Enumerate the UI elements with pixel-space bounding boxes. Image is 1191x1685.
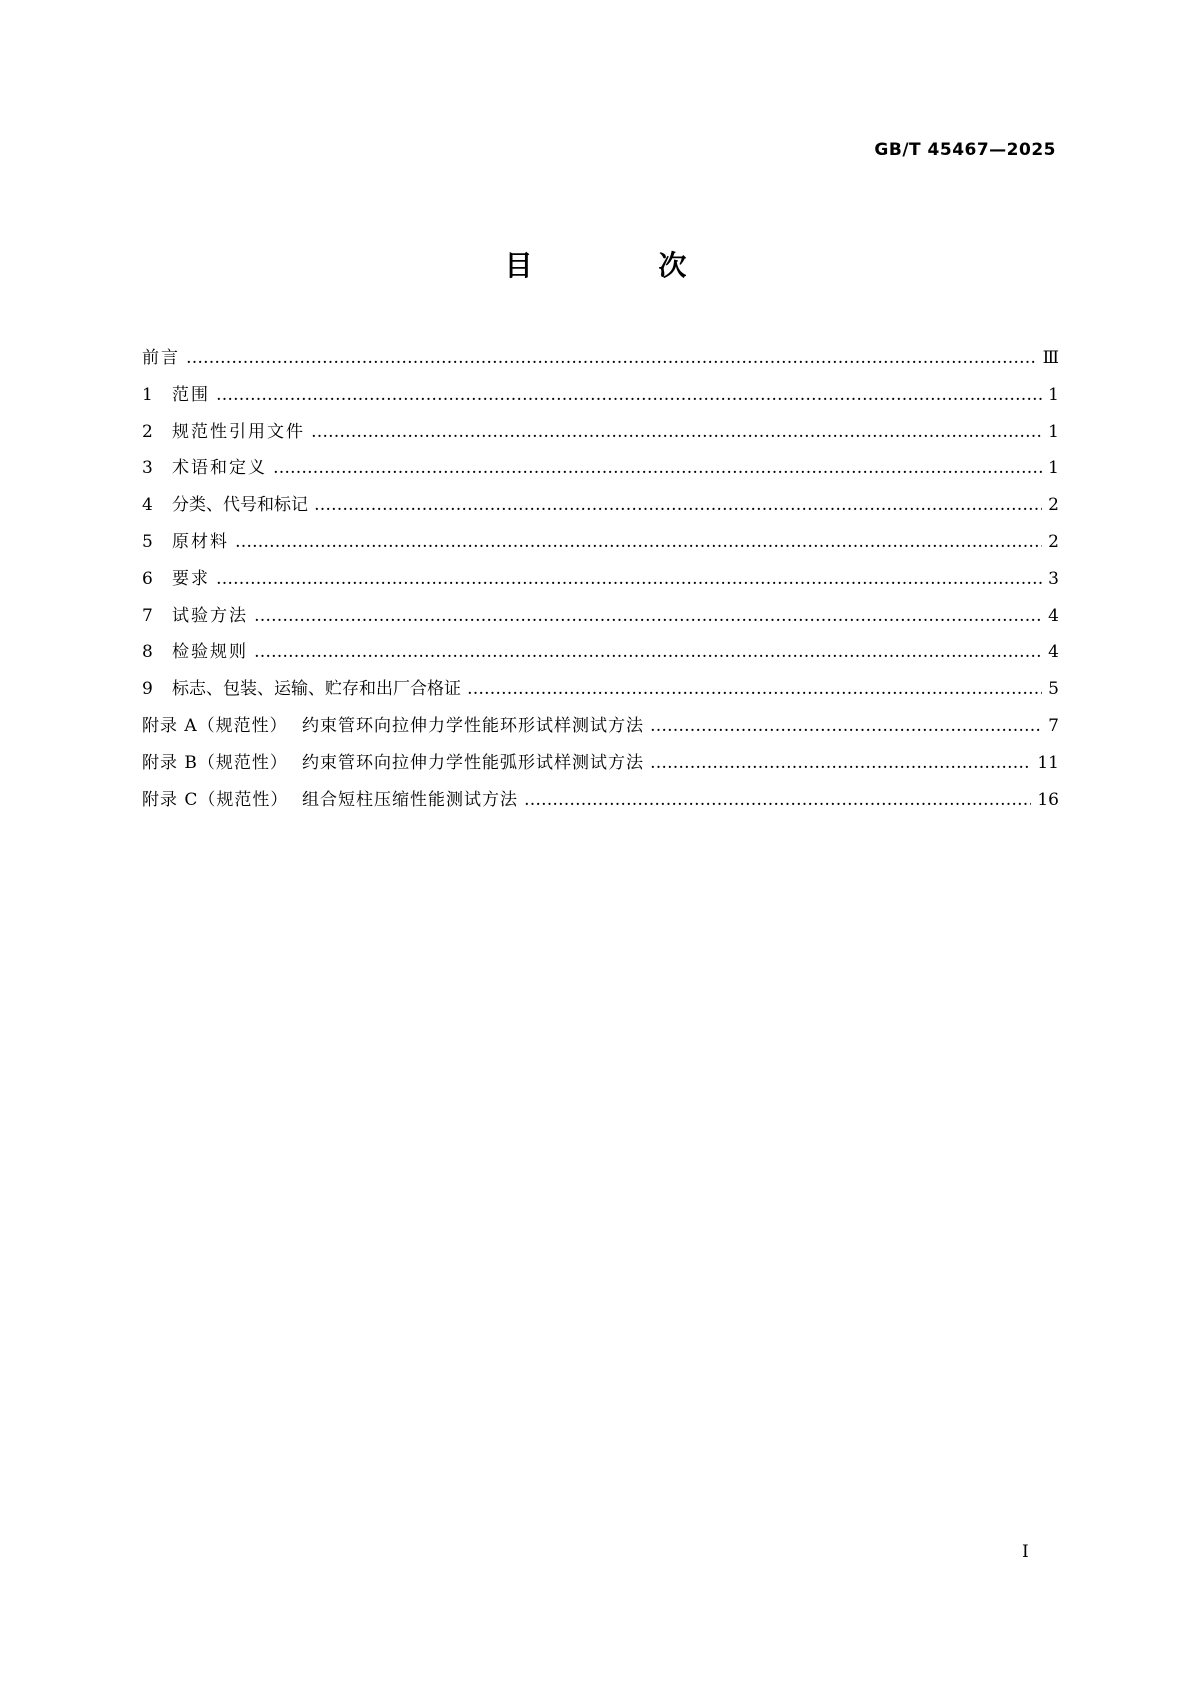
doc-code: GB/T 45467—2025	[874, 140, 1056, 160]
toc-entry-7[interactable]	[142, 598, 1059, 635]
toc-leader-dots	[650, 708, 1042, 745]
toc-entry-label: 要求	[172, 568, 210, 589]
toc-entry-label: 规范性引用文件	[172, 421, 305, 442]
toc-page-number: 11	[1037, 752, 1059, 773]
toc-clause-number: 5	[142, 531, 153, 552]
toc-leader-dots	[311, 414, 1042, 451]
toc-page-number: 2	[1048, 495, 1059, 516]
toc-entry-label: 检验规则	[172, 642, 248, 663]
toc-entry-label: 试验方法	[172, 605, 248, 626]
toc-leader-dots	[273, 450, 1042, 487]
toc-annex-b[interactable]	[142, 745, 1059, 782]
toc-clause-number: 4	[142, 495, 153, 516]
toc-leader-dots	[254, 634, 1042, 671]
toc-entry-foreword[interactable]	[142, 340, 1059, 377]
toc-annex-c[interactable]	[142, 782, 1059, 819]
toc-entry-label: 术语和定义	[172, 458, 267, 479]
toc-entry-8[interactable]	[142, 634, 1059, 671]
toc-entry-4[interactable]	[142, 487, 1059, 524]
toc-page-number: 16	[1037, 789, 1059, 810]
toc-page-number: Ⅲ	[1042, 348, 1059, 368]
toc-clause-number: 8	[142, 642, 153, 663]
toc-page-number: 1	[1048, 458, 1059, 479]
toc-entry-2[interactable]	[142, 414, 1059, 451]
toc-clause-number: 2	[142, 421, 153, 442]
toc-entry-5[interactable]	[142, 524, 1059, 561]
toc-page-number: 1	[1048, 384, 1059, 405]
toc-page-number: 7	[1048, 715, 1059, 736]
toc-page-number: 1	[1048, 421, 1059, 442]
toc-annex-label: 附录 C（规范性）	[142, 789, 289, 810]
toc-leader-dots	[186, 340, 1037, 377]
toc-annex-label: 附录 A（规范性）	[142, 715, 288, 736]
toc-leader-dots	[235, 524, 1042, 561]
toc-entry-label: 标志、包装、运输、贮存和出厂合格证	[172, 679, 461, 700]
toc-annex-label: 附录 B（规范性）	[142, 752, 288, 773]
toc-leader-dots	[467, 671, 1042, 708]
toc-leader-dots	[216, 561, 1042, 598]
toc-entry-3[interactable]	[142, 450, 1059, 487]
toc-clause-number: 7	[142, 605, 153, 626]
toc-entry-9[interactable]	[142, 671, 1059, 708]
toc-entry-label: 组合短柱压缩性能测试方法	[302, 789, 518, 810]
toc-entry-label: 约束管环向拉伸力学性能弧形试样测试方法	[302, 752, 644, 773]
toc-leader-dots	[254, 598, 1042, 635]
toc-entry-label: 前言	[142, 348, 180, 368]
toc-page-number: 3	[1048, 568, 1059, 589]
toc-clause-number: 6	[142, 568, 153, 589]
toc-clause-number: 3	[142, 458, 153, 479]
toc-page-number: 5	[1048, 679, 1059, 700]
toc-leader-dots	[314, 487, 1042, 524]
toc-entry-label: 范围	[172, 384, 210, 405]
toc-entry-6[interactable]	[142, 561, 1059, 598]
toc-annex-a[interactable]	[142, 708, 1059, 745]
toc-leader-dots	[216, 377, 1042, 414]
toc-page-number: 4	[1048, 642, 1059, 663]
toc-clause-number: 9	[142, 679, 153, 700]
toc-entry-label: 约束管环向拉伸力学性能环形试样测试方法	[302, 715, 644, 736]
toc-entry-label: 分类、代号和标记	[172, 495, 308, 516]
page-number: Ⅰ	[1022, 1542, 1029, 1562]
page-title: 目 次	[504, 249, 745, 282]
toc-entry-label: 原材料	[172, 531, 229, 552]
toc-entry-1[interactable]	[142, 377, 1059, 414]
toc-leader-dots	[650, 745, 1031, 782]
toc-page-number: 4	[1048, 605, 1059, 626]
toc-clause-number: 1	[142, 384, 153, 405]
toc-leader-dots	[524, 782, 1031, 819]
toc-page-number: 2	[1048, 531, 1059, 552]
table-of-contents	[142, 340, 1059, 818]
